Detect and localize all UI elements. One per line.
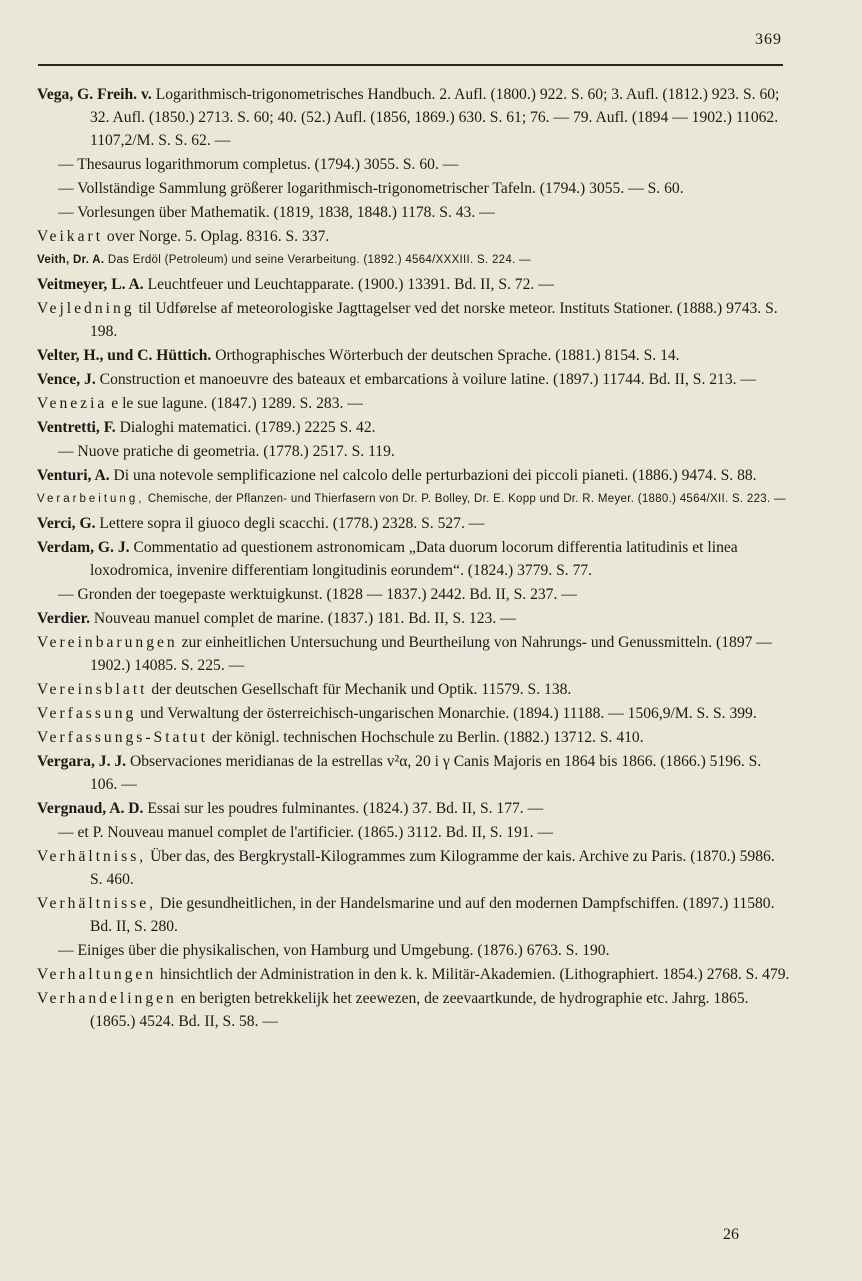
entry-text: til Udførelse af meteorologiske Jagttagelser ved det norske meteor. Instituts Stationer. (1888.) 9743. S. 198. bbox=[90, 300, 778, 340]
entry-text: zur einheitlichen Untersuchung und Beurtheilung von Nahrungs- und Genussmitteln. (1897 — 1902.) 14085. S. 225. — bbox=[90, 634, 772, 674]
entry-text: en berigten betrekkelijk het zeewezen, de zeevaartkunde, de hydrographie etc. Jahrg. 1865. (1865.) 4524. Bd. II, S. 58. — bbox=[90, 990, 749, 1030]
entry-text: Nouveau manuel complet de marine. (1837.) 181. Bd. II, S. 123. — bbox=[90, 610, 516, 627]
entry-heading: — bbox=[58, 586, 74, 603]
entry-heading: Veikart bbox=[37, 228, 104, 245]
entry-text: und Verwaltung der österreichisch-ungarischen Monarchie. (1894.) 11188. — 1506,9/M. S. S. 399. bbox=[136, 705, 757, 722]
entry-heading: Vergara, J. J. bbox=[37, 753, 127, 770]
entry-text: Lettere sopra il giuoco degli scacchi. (1778.) 2328. S. 527. — bbox=[95, 515, 485, 532]
entry-text: Dialoghi matematici. (1789.) 2225 S. 42. bbox=[115, 419, 376, 436]
entry-text: Die gesundheitlichen, in der Handelsmarine und auf den modernen Dampfschiffen. (1897.) 11580. Bd. II, S. 280. bbox=[90, 895, 775, 935]
entry-text: hinsichtlich der Administration in den k. k. Militär-Akademien. (Lithographiert. 1854.) 2768. S. 479. bbox=[156, 966, 790, 983]
index-entry bbox=[37, 488, 791, 511]
index-entry bbox=[37, 631, 791, 677]
entry-text: e le sue lagune. (1847.) 1289. S. 283. — bbox=[107, 395, 363, 412]
entry-text: Di una notevole semplificazione nel calcolo delle perturbazioni dei piccoli pianeti. (1886.) 9474. S. 88. bbox=[109, 467, 757, 484]
entry-heading: Ventretti, F. bbox=[37, 419, 116, 436]
entry-text: Logarithmisch-trigonometrisches Handbuch. 2. Aufl. (1800.) 922. S. 60; 3. Aufl. (1812.) 923. S. 60; 32. Aufl. (1850.) 2713. S. 60; 40. (52.) Aufl. (1856, 1869.) 630. S. 61; 76. — 79. Aufl. (1894 — 1902.) 11062. 1107,2/M. S. S. 62. — bbox=[90, 86, 780, 149]
entry-text: over Norge. 5. Oplag. 8316. S. 337. bbox=[103, 228, 330, 245]
index-entry bbox=[37, 297, 791, 343]
entry-text: der königl. technischen Hochschule zu Berlin. (1882.) 13712. S. 410. bbox=[207, 729, 644, 746]
entry-text: Nuove pratiche di geometria. (1778.) 2517. S. 119. bbox=[73, 443, 395, 460]
index-entry bbox=[37, 939, 791, 962]
index-entry bbox=[37, 344, 791, 367]
entry-heading: Verhaltungen bbox=[37, 966, 157, 983]
index-entry bbox=[37, 177, 791, 200]
entry-heading: Verhältnisse, bbox=[37, 895, 157, 912]
index-entry bbox=[37, 607, 791, 630]
entry-heading: — bbox=[58, 180, 74, 197]
index-entry bbox=[37, 153, 791, 176]
entry-heading: — bbox=[58, 942, 74, 959]
entry-heading: Verarbeitung, bbox=[37, 493, 145, 505]
entry-heading: Verdier. bbox=[37, 610, 90, 627]
header-rule bbox=[38, 64, 783, 66]
entry-heading: Vejledning bbox=[37, 300, 135, 317]
entry-text: Chemische, der Pflanzen- und Thierfasern von Dr. P. Bolley, Dr. E. Kopp und Dr. R. Meyer. (1880.) 4564/XII. S. 223. — bbox=[144, 493, 786, 505]
entry-heading: Veith, Dr. A. bbox=[37, 254, 105, 266]
entry-heading: Verhandelingen bbox=[37, 990, 177, 1007]
entry-heading: — bbox=[58, 824, 74, 841]
entry-heading: Vereinbarungen bbox=[37, 634, 178, 651]
index-entry bbox=[37, 201, 791, 224]
entry-heading: Venezia bbox=[37, 395, 108, 412]
index-entry bbox=[37, 821, 791, 844]
entry-text: et P. Nouveau manuel complet de l'artificier. (1865.) 3112. Bd. II, S. 191. — bbox=[73, 824, 554, 841]
entry-text: Vorlesungen über Mathematik. (1819, 1838, 1848.) 1178. S. 43. — bbox=[73, 204, 495, 221]
entry-heading: Verfassung bbox=[37, 705, 137, 722]
index-entry bbox=[37, 678, 791, 701]
entry-text: der deutschen Gesellschaft für Mechanik und Optik. 11579. S. 138. bbox=[147, 681, 572, 698]
index-entry bbox=[37, 440, 791, 463]
entry-heading: — bbox=[58, 443, 74, 460]
entry-text: Leuchtfeuer und Leuchtapparate. (1900.) 13391. Bd. II, S. 72. — bbox=[143, 276, 554, 293]
index-entry bbox=[37, 845, 791, 891]
index-entry bbox=[37, 583, 791, 606]
entry-text: Thesaurus logarithmorum completus. (1794.) 3055. S. 60. — bbox=[73, 156, 459, 173]
footer-number: 26 bbox=[723, 1226, 739, 1243]
entry-heading: Verdam, G. J. bbox=[37, 539, 130, 556]
index-entry bbox=[37, 512, 791, 535]
entry-heading: Vega, G. Freih. v. bbox=[37, 86, 152, 103]
index-entry bbox=[37, 726, 791, 749]
index-entry bbox=[37, 368, 791, 391]
index-entry bbox=[37, 273, 791, 296]
index-entry bbox=[37, 797, 791, 820]
entry-heading: Verfassungs-Statut bbox=[37, 729, 208, 746]
index-entry bbox=[37, 892, 791, 938]
index-entries bbox=[37, 83, 791, 1034]
index-entry bbox=[37, 225, 791, 248]
entry-text: Commentatio ad questionem astronomicam „Data duorum locorum differentia latitudinis et linea loxodromica, invenire differentiam longitudinis eorundem“. (1824.) 3779. S. 77. bbox=[90, 539, 738, 579]
entry-text: Über das, des Bergkrystall-Kilogrammes zum Kilogramme der kais. Archive zu Paris. (1870.) 5986. S. 460. bbox=[90, 848, 775, 888]
entry-heading: Vereinsblatt bbox=[37, 681, 148, 698]
entry-heading: Vence, J. bbox=[37, 371, 96, 388]
entry-text: Essai sur les poudres fulminantes. (1824.) 37. Bd. II, S. 177. — bbox=[143, 800, 544, 817]
index-entry bbox=[37, 702, 791, 725]
index-entry bbox=[37, 249, 791, 272]
entry-heading: Veitmeyer, L. A. bbox=[37, 276, 144, 293]
entry-text: Orthographisches Wörterbuch der deutschen Sprache. (1881.) 8154. S. 14. bbox=[211, 347, 680, 364]
entry-heading: — bbox=[58, 204, 74, 221]
index-entry bbox=[37, 536, 791, 582]
entry-text: Construction et manoeuvre des bateaux et embarcations à voilure latine. (1897.) 11744. Bd. II, S. 213. — bbox=[95, 371, 757, 388]
entry-heading: Vergnaud, A. D. bbox=[37, 800, 144, 817]
entry-text: Observaciones meridianas de la estrellas v²α, 20 i γ Canis Majoris en 1864 bis 1866. (1866.) 5196. S. 106. — bbox=[90, 753, 762, 793]
entry-heading: — bbox=[58, 156, 74, 173]
index-entry bbox=[37, 750, 791, 796]
index-entry bbox=[37, 963, 791, 986]
entry-heading: Venturi, A. bbox=[37, 467, 110, 484]
entry-text: Vollständige Sammlung größerer logarithmisch-trigonometrischer Tafeln. (1794.) 3055. — S. 60. bbox=[73, 180, 684, 197]
entry-text: Gronden der toegepaste werktuigkunst. (1828 — 1837.) 2442. Bd. II, S. 237. — bbox=[73, 586, 577, 603]
entry-text: Einiges über die physikalischen, von Hamburg und Umgebung. (1876.) 6763. S. 190. bbox=[73, 942, 610, 959]
page-number: 369 bbox=[755, 31, 782, 48]
index-entry bbox=[37, 987, 791, 1033]
index-entry bbox=[37, 464, 791, 487]
index-entry bbox=[37, 392, 791, 415]
entry-heading: Verhältniss, bbox=[37, 848, 147, 865]
entry-heading: Verci, G. bbox=[37, 515, 96, 532]
index-entry bbox=[37, 83, 791, 152]
index-entry bbox=[37, 416, 791, 439]
entry-heading: Velter, H., und C. Hüttich. bbox=[37, 347, 212, 364]
entry-text: Das Erdöl (Petroleum) und seine Verarbeitung. (1892.) 4564/XXXIII. S. 224. — bbox=[104, 254, 531, 266]
